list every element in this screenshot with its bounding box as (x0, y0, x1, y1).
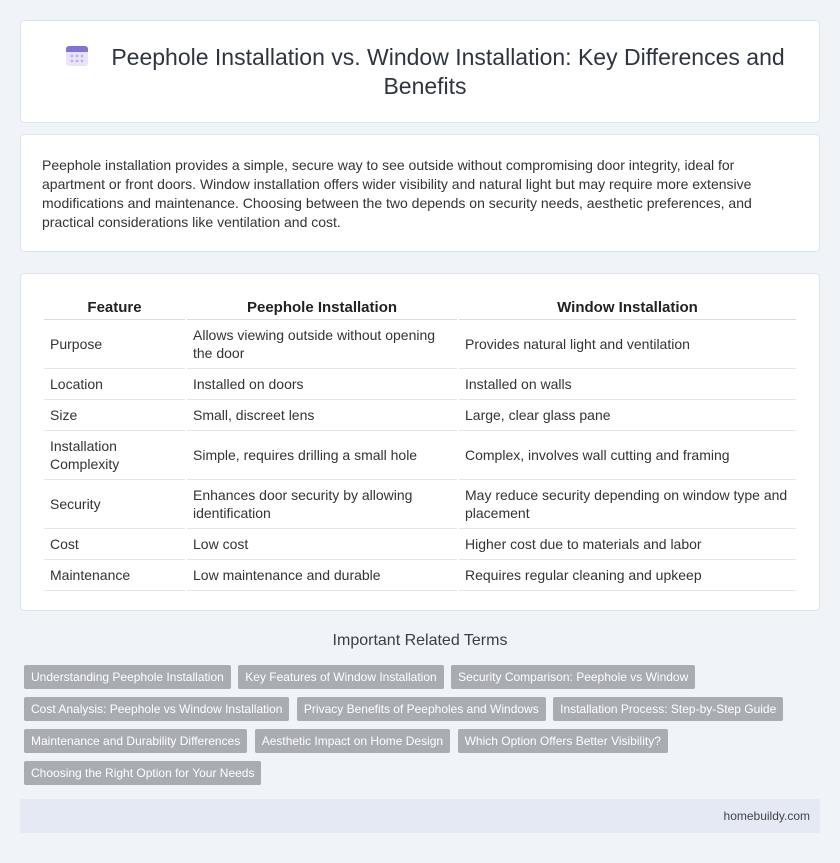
table-row (44, 369, 796, 400)
table-cell: Requires regular cleaning and upkeep (459, 560, 796, 591)
table-row (44, 400, 796, 431)
related-term-tag[interactable]: Choosing the Right Option for Your Needs (24, 761, 261, 785)
table-row (44, 320, 796, 369)
column-header: Peephole Installation (187, 296, 457, 320)
table-cell: Purpose (44, 320, 185, 369)
table-header-row (44, 296, 796, 320)
table-cell: Location (44, 369, 185, 400)
related-term-tag[interactable]: Maintenance and Durability Differences (24, 729, 247, 753)
table-cell: Low cost (187, 529, 457, 560)
related-term-tag[interactable]: Aesthetic Impact on Home Design (255, 729, 450, 753)
table-cell: Maintenance (44, 560, 185, 591)
table-cell: Security (44, 480, 185, 529)
table-row (44, 480, 796, 529)
table-cell: Installation Complexity (44, 431, 185, 480)
column-header: Feature (44, 296, 185, 320)
table-row (44, 431, 796, 480)
table-row (44, 529, 796, 560)
related-term-tag[interactable]: Security Comparison: Peephole vs Window (451, 665, 695, 689)
table-cell: Low maintenance and durable (187, 560, 457, 591)
table-cell: Enhances door security by allowing identification (187, 480, 457, 529)
table-cell: Cost (44, 529, 185, 560)
related-terms-list (24, 665, 824, 793)
comparison-table (42, 296, 798, 591)
related-term-tag[interactable]: Installation Process: Step-by-Step Guide (553, 697, 783, 721)
related-term-tag[interactable]: Understanding Peephole Installation (24, 665, 231, 689)
intro-paragraph: Peephole installation provides a simple, secure way to see outside without compromising door integrity, ideal for apartment or front doors. Window installation offers wider visibility and natural light but may require more extensive modifications and maintenance. Choosing between the two depends on security needs, aesthetic preferences, and practical considerations like ventilation and cost. (42, 157, 752, 230)
table-cell: Higher cost due to materials and labor (459, 529, 796, 560)
page-title-text: Peephole Installation vs. Window Installation: Key Differences and Benefits (111, 44, 785, 99)
table-row (44, 560, 796, 591)
table-cell: Size (44, 400, 185, 431)
column-header: Window Installation (459, 296, 796, 320)
related-term-tag[interactable]: Which Option Offers Better Visibility? (458, 729, 668, 753)
table-cell: Allows viewing outside without opening the door (187, 320, 457, 369)
table-cell: Complex, involves wall cutting and framing (459, 431, 796, 480)
comparison-table-card (20, 273, 820, 611)
table-cell: May reduce security depending on window type and placement (459, 480, 796, 529)
table-cell: Simple, requires drilling a small hole (187, 431, 457, 480)
related-terms-heading: Important Related Terms (332, 632, 508, 649)
intro-card (20, 134, 820, 252)
footer (20, 799, 820, 833)
table-cell: Installed on doors (187, 369, 457, 400)
title-card (20, 20, 820, 123)
related-term-tag[interactable]: Key Features of Window Installation (238, 665, 443, 689)
calendar-app-icon (65, 44, 89, 68)
footer-site-link[interactable]: homebuildy.com (723, 809, 810, 823)
related-term-tag[interactable]: Privacy Benefits of Peepholes and Windows (297, 697, 546, 721)
page-title (51, 43, 799, 101)
table-cell: Provides natural light and ventilation (459, 320, 796, 369)
table-cell: Large, clear glass pane (459, 400, 796, 431)
related-term-tag[interactable]: Cost Analysis: Peephole vs Window Installation (24, 697, 289, 721)
table-cell: Small, discreet lens (187, 400, 457, 431)
table-cell: Installed on walls (459, 369, 796, 400)
